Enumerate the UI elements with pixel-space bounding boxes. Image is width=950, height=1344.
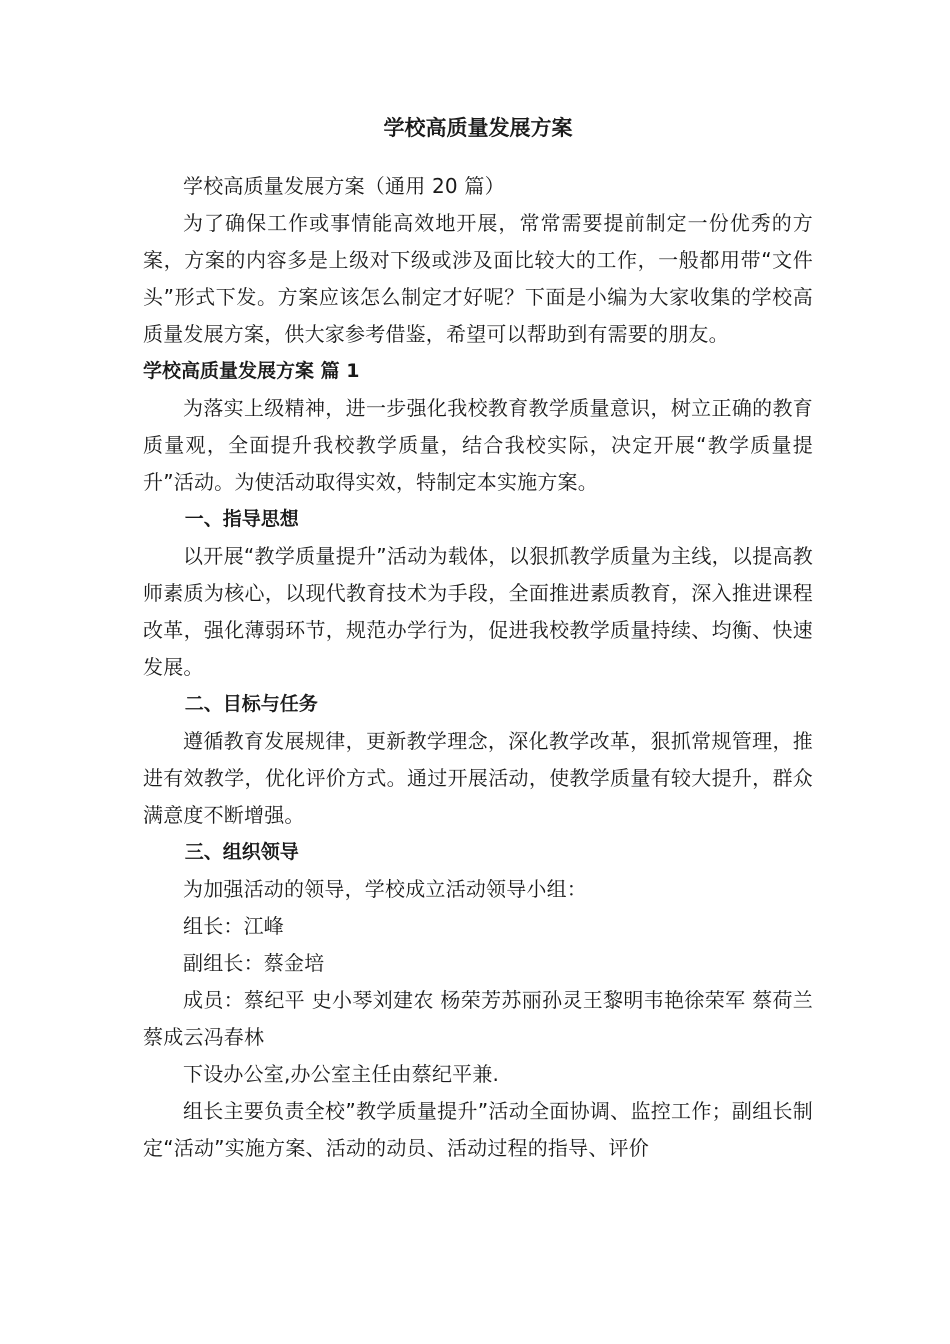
intro-paragraph: 为了确保工作或事情能高效地开展，常常需要提前制定一份优秀的方案，方案的内容多是上级对下级或涉及面比较大的工作，一般都用带“文件头”形式下发。方案应该怎么制定才好呢？下面是小编为大家收集的学校高质量发展方案，供大家参考借鉴，希望可以帮助到有需要的朋友。 [143,211,813,346]
members-paragraph: 成员：蔡纪平 史小琴刘建农 杨荣芳苏丽孙灵王黎明韦艳徐荣军 蔡荷兰蔡成云冯春林 [143,988,813,1049]
document-page [143,108,813,1167]
section-3-heading: 三、组织领导 [184,841,299,863]
chapter-1-intro-paragraph: 为落实上级精神，进一步强化我校教育教学质量意识，树立正确的教育质量观，全面提升我校教学质量，结合我校实际，决定开展“教学质量提升”活动。为使活动取得实效，特制定本实施方案。 [143,396,813,494]
chapter-1-heading: 学校高质量发展方案 篇 1 [143,360,360,382]
document-title: 学校高质量发展方案 [383,116,573,140]
duties-paragraph: 组长主要负责全校”教学质量提升”活动全面协调、监控工作；副组长制定“活动”实施方案、活动的动员、活动过程的指导、评价 [143,1099,813,1160]
section-2-paragraph: 遵循教育发展规律，更新教学理念，深化教学改革，狠抓常规管理，推进有效教学，优化评价方式。通过开展活动，使教学质量有较大提升，群众满意度不断增强。 [143,729,813,827]
section-3-paragraph: 为加强活动的领导，学校成立活动领导小组： [183,877,587,901]
deputy-leader-line: 副组长：蔡金培 [183,951,325,975]
section-1-heading: 一、指导思想 [184,508,299,530]
document-subtitle: 学校高质量发展方案（通用 20 篇） [183,174,505,198]
office-line: 下设办公室,办公室主任由蔡纪平兼. [183,1062,500,1086]
section-1-paragraph: 以开展“教学质量提升”活动为载体，以狠抓教学质量为主线，以提高教师素质为核心，以现代教育技术为手段，全面推进素质教育，深入推进课程改革，强化薄弱环节，规范办学行为，促进我校教学质量持续、均衡、快速发展。 [143,544,813,679]
leader-line: 组长：江峰 [183,914,284,938]
section-2-heading: 二、目标与任务 [184,693,318,715]
